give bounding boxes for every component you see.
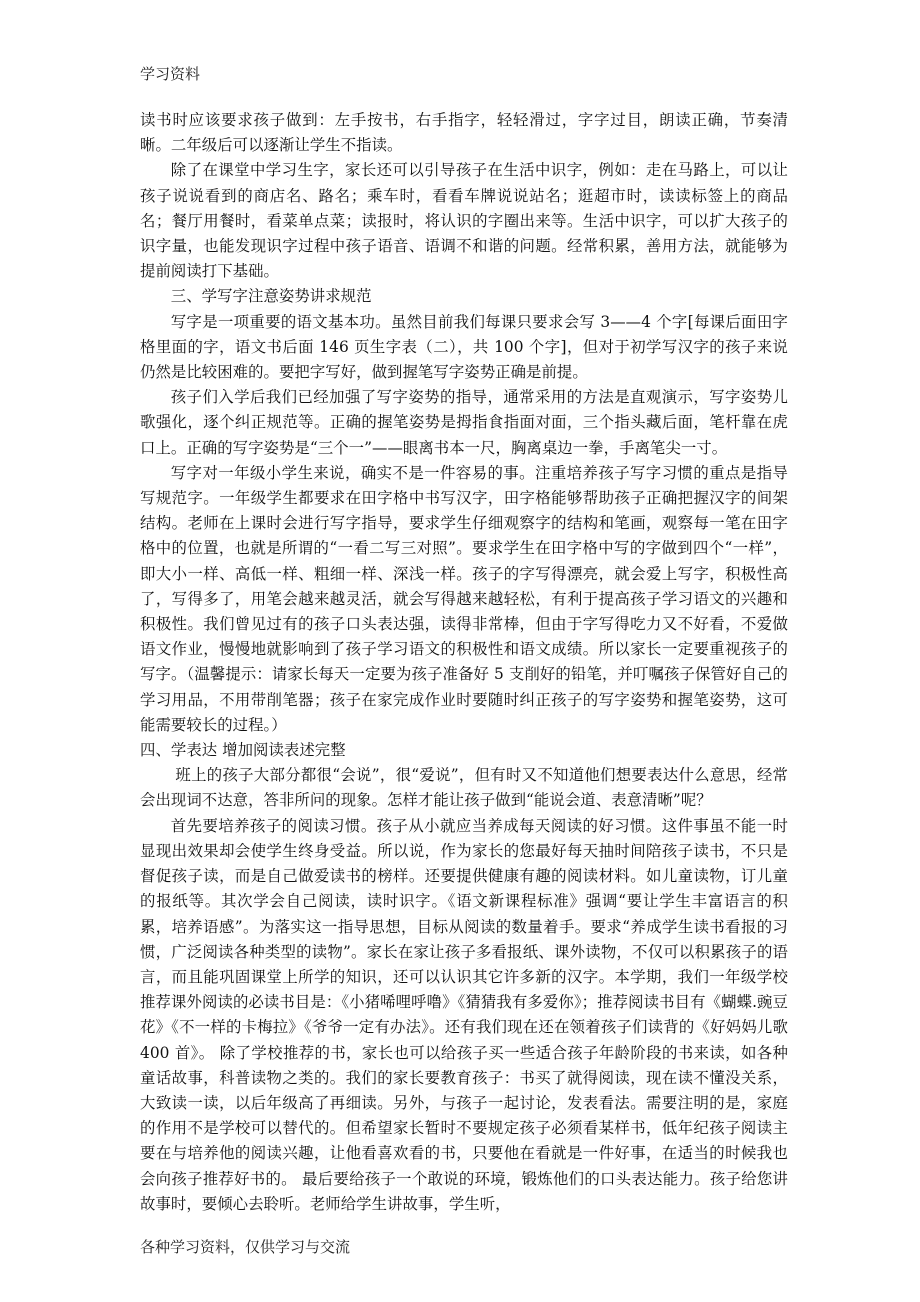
paragraph-life-literacy: 除了在课堂中学习生字，家长还可以引导孩子在生活中识字，例如：走在马路上，可以让孩子说说看到的商店名、路名；乘车时，看看车牌说说站名；逛超市时，读读标签上的商品名；餐厅用餐时，看菜单点菜；读报时，将认识的字圈出来等。生活中识字，可以扩大孩子的识字量，也能发现识字过程中孩子语音、语调不和谐的问题。经常积累，善用方法，就能够为提前阅读打下基础。 — [140, 161, 788, 281]
paragraph-writing-habits: 写字对一年级小学生来说，确实不是一件容易的事。注重培养孩子写字习惯的重点是指导写规范字。一年级学生都要求在田字格中书写汉字，田字格能够帮助孩子正确把握汉字的间架结构。老师在上课时会进行写字指导，要求学生仔细观察字的结构和笔画，观察每一笔在田字格中的位置，也就是所谓的“一看二写三对照”。要求学生在田字格中写的字做到四个“一样”，即大小一样、高低一样、粗细一样、深浅一样。孩子的字写得漂亮，就会爱上写字，积极性高了，写得多了，用笔会越来越灵活，就会写得越来越轻松，有利于提高孩子学习语文的兴趣和积极性。我们曾见过有的孩子口头表达强，读得非常棒，但由于字写得吃力又不好看，不爱做语文作业，慢慢地就影响到了孩子学习语文的积极性和语文成绩。所以家长一定要重视孩子的写字。（温馨提示：请家长每天一定要为孩子准备好 5 支削好的铅笔，并叮嘱孩子保管好自己的学习用品，不用带削笔器；孩子在家完成作业时要随时纠正孩子的写字姿势和握笔姿势，这可能需要较长的过程。） — [140, 463, 788, 734]
section-heading-expression: 四、学表达 增加阅读表述完整 — [140, 741, 346, 760]
page-footer: 各种学习资料，仅供学习与交流 — [140, 1238, 351, 1256]
paragraph-writing-basics: 写字是一项重要的语文基本功。虽然目前我们每课只要求会写 3——4 个字[每课后面田字格里面的字，语文书后面 146 页生字表（二），共 100 个字]，但对于初学写汉字的孩子来说仍然是比较困难的。要把字写好，做到握笔写字姿势正确是前提。 — [140, 312, 788, 382]
paragraph-writing-posture: 孩子们入学后我们已经加强了写字姿势的指导，通常采用的方法是直观演示，写字姿势儿歌强化，逐个纠正规范等。正确的握笔姿势是拇指食指面对面，三个指头藏后面，笔杆靠在虎口上。正确的写字姿势是“三个一”——眼离书本一尺，胸离桌边一拳，手离笔尖一寸。 — [140, 388, 788, 457]
document-body — [140, 108, 788, 1217]
paragraph-reading-method: 读书时应该要求孩子做到：左手按书，右手指字，轻轻滑过，字字过目，朗读正确，节奏清晰。二年级后可以逐渐让学生不指读。 — [140, 111, 788, 155]
page-header: 学习资料 — [140, 65, 201, 83]
section-heading-writing: 三、学写字注意姿势讲求规范 — [170, 287, 372, 306]
paragraph-expression-intro: 班上的孩子大部分都很“会说”，很“爱说”，但有时又不知道他们想要表达什么意思，经常会出现词不达意，答非所问的现象。怎样才能让孩子做到“能说会道、表意清晰”呢？ — [140, 766, 788, 810]
paragraph-reading-habits: 首先要培养孩子的阅读习惯。孩子从小就应当养成每天阅读的好习惯。这件事虽不能一时显现出效果却会使学生终身受益。所以说，作为家长的您最好每天抽时间陪孩子读书，不只是督促孩子读，而是自己做爱读书的榜样。还要提供健康有趣的阅读材料。如儿童读物，订儿童的报纸等。其次学会自己阅读，读时识字。《语文新课程标准》强调“要让学生丰富语言的积累，培养语感”。为落实这一指导思想，目标从阅读的数量着手。要求“养成学生读书看报的习惯，广泛阅读各种类型的读物”。家长在家让孩子多看报纸、课外读物，不仅可以积累孩子的语言，而且能巩固课堂上所学的知识，还可以认识其它许多新的汉字。本学期，我们一年级学校推荐课外阅读的必读书目是：《小猪唏哩呼噜》《猜猜我有多爱你》；推荐阅读书目有《蝴蝶.豌豆花》《不一样的卡梅拉》《爷爷一定有办法》。还有我们现在还在领着孩子们读背的《好妈妈儿歌 400 首》。 除了学校推荐的书，家长也可以给孩子买一些适合孩子年龄阶段的书来读，如各种童话故事，科普读物之类的。我们的家长要教育孩子：书买了就得阅读，现在读不懂没关系，大致读一读，以后年级高了再细读。另外，与孩子一起讨论，发表看法。需要注明的是，家庭的作用不是学校可以替代的。但希望家长暂时不要规定孩子必须看某样书，低年纪孩子阅读主要在与培养他的阅读兴趣，让他看喜欢看的书，只要他在看就是一件好事，在适当的时候我也会向孩子推荐好书的。 最后要给孩子一个敢说的环境，锻炼他们的口头表达能力。孩子给您讲故事时，要倾心去聆听。老师给学生讲故事，学生听， — [140, 816, 788, 1213]
